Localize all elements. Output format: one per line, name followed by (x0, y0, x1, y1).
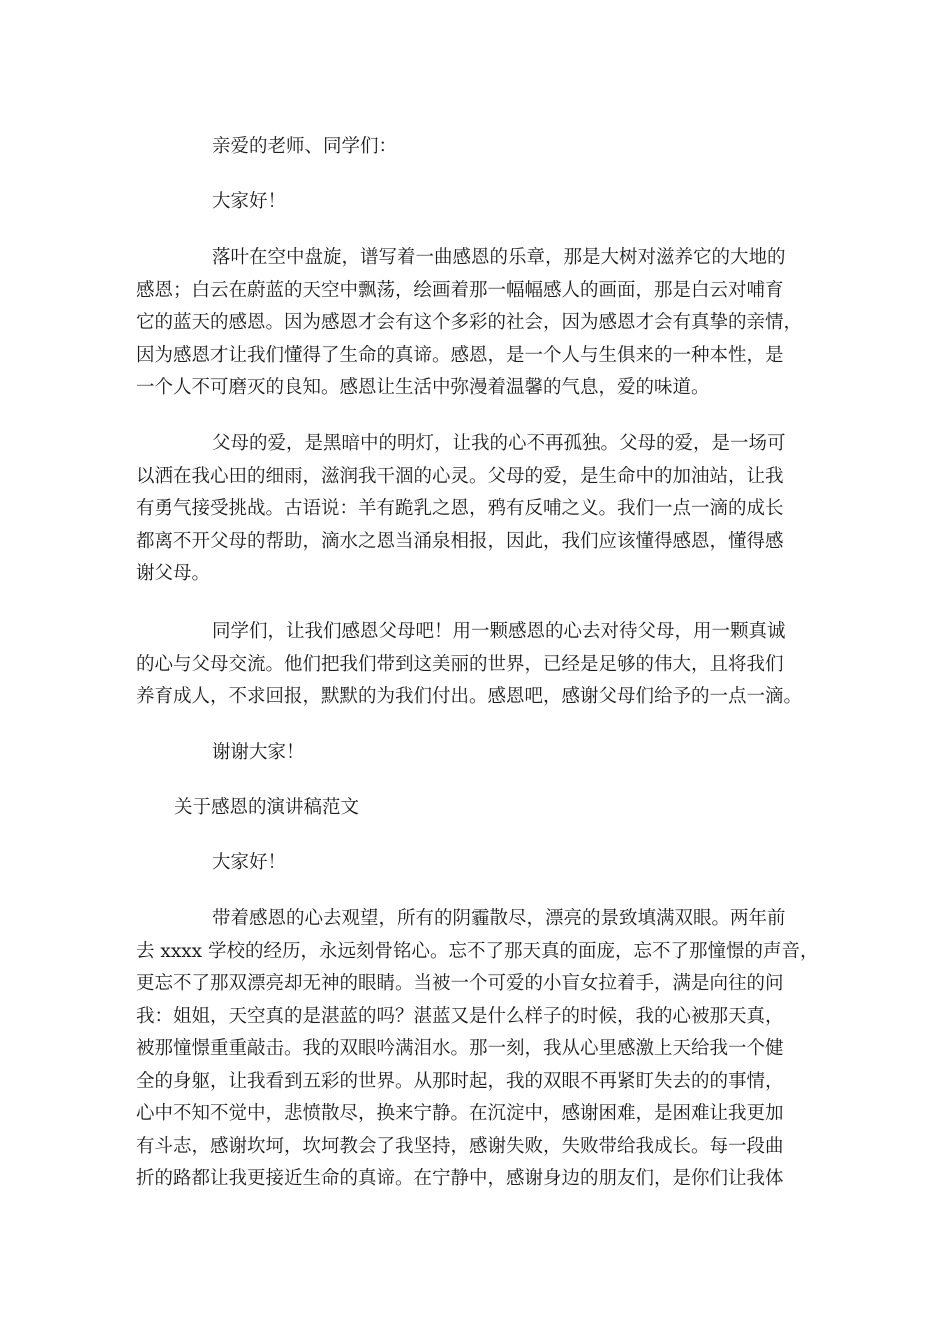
paragraph-2 (136, 428, 826, 591)
paragraph-line: 落叶在空中盘旋，谱写着一曲感恩的乐章，那是大树对滋养它的大地的 (212, 247, 786, 268)
paragraph-line: 带着感恩的心去观望，所有的阴霾散尽，漂亮的景致填满双眼。两年前 (212, 908, 786, 929)
paragraph-line: 以洒在我心田的细雨，滋润我干涸的心灵。父母的爱，是生命中的加油站，让我 (136, 465, 784, 487)
paragraph-line: 心中不知不觉中，悲愤散尽，换来宁静。在沉淀中，感谢困难，是困难让我更加 (136, 1103, 784, 1124)
section-title (174, 792, 864, 825)
hello-2-line: 大家好！ (212, 852, 287, 873)
paragraph-line: 谢父母。 (136, 563, 211, 584)
paragraph-line: 都离不开父母的帮助，滴水之恩当涌泉相报，因此，我们应该懂得感恩，懂得感 (136, 530, 784, 552)
paragraph-4 (136, 903, 826, 1196)
hello-2 (136, 847, 826, 880)
hello-1 (136, 186, 826, 219)
paragraph-line: 去 xxxx 学校的经历，永远刻骨铭心。忘不了那天真的面庞，忘不了那憧憬的声音， (136, 940, 819, 962)
paragraph-line: 更忘不了那双漂亮却无神的眼睛。当被一个可爱的小盲女拉着手，满是向往的问 (136, 973, 784, 994)
paragraph-line: 同学们，让我们感恩父母吧！用一颗感恩的心去对待父母，用一颗真诚 (212, 621, 786, 642)
paragraph-line: 全的身躯，让我看到五彩的世界。从那时起，我的双眼不再紧盯失去的的事情， (136, 1070, 784, 1092)
paragraph-line: 父母的爱，是黑暗中的明灯，让我的心不再孤独。父母的爱，是一场可 (212, 433, 786, 454)
paragraph-1 (136, 242, 826, 405)
paragraph-line: 我：姐姐，天空真的是湛蓝的吗？湛蓝又是什么样子的时候，我的心被那天真， (136, 1005, 784, 1027)
paragraph-line: 养育成人，不求回报，默默的为我们付出。感恩吧，感谢父母们给予的一点一滴。 (136, 686, 803, 707)
section-title-line: 关于感恩的演讲稿范文 (174, 797, 360, 818)
thanks-line: 谢谢大家！ (212, 742, 305, 763)
thanks (136, 737, 826, 770)
paragraph-line: 折的路都让我更接近生命的真谛。在宁静中，感谢身边的朋友们，是你们让我体 (136, 1168, 784, 1189)
hello-1-line: 大家好！ (212, 191, 287, 212)
greeting (136, 131, 826, 164)
paragraph-line: 因为感恩才让我们懂得了生命的真谛。感恩，是一个人与生俱来的一种本性，是 (136, 344, 784, 366)
paragraph-line: 的心与父母交流。他们把我们带到这美丽的世界，已经是足够的伟大，且将我们 (136, 653, 784, 675)
paragraph-line: 被那憧憬重重敲击。我的双眼吟满泪水。那一刻，我从心里感激上天给我一个健 (136, 1038, 784, 1059)
greeting-line: 亲爱的老师、同学们： (212, 136, 398, 157)
paragraph-line: 有勇气接受挑战。古语说：羊有跪乳之恩，鸦有反哺之义。我们一点一滴的成长 (136, 498, 784, 519)
paragraph-3 (136, 616, 826, 714)
paragraph-line: 它的蓝天的感恩。因为感恩才会有这个多彩的社会，因为感恩才会有真挚的亲情， (136, 312, 803, 333)
paragraph-line: 有斗志，感谢坎坷，坎坷教会了我坚持，感谢失败，失败带给我成长。每一段曲 (136, 1135, 784, 1157)
paragraph-line: 一个人不可磨灭的良知。感恩让生活中弥漫着温馨的气息，爱的味道。 (136, 377, 710, 398)
paragraph-line: 感恩；白云在蔚蓝的天空中飘荡，绘画着那一幅幅感人的画面，那是白云对哺育 (136, 279, 784, 301)
